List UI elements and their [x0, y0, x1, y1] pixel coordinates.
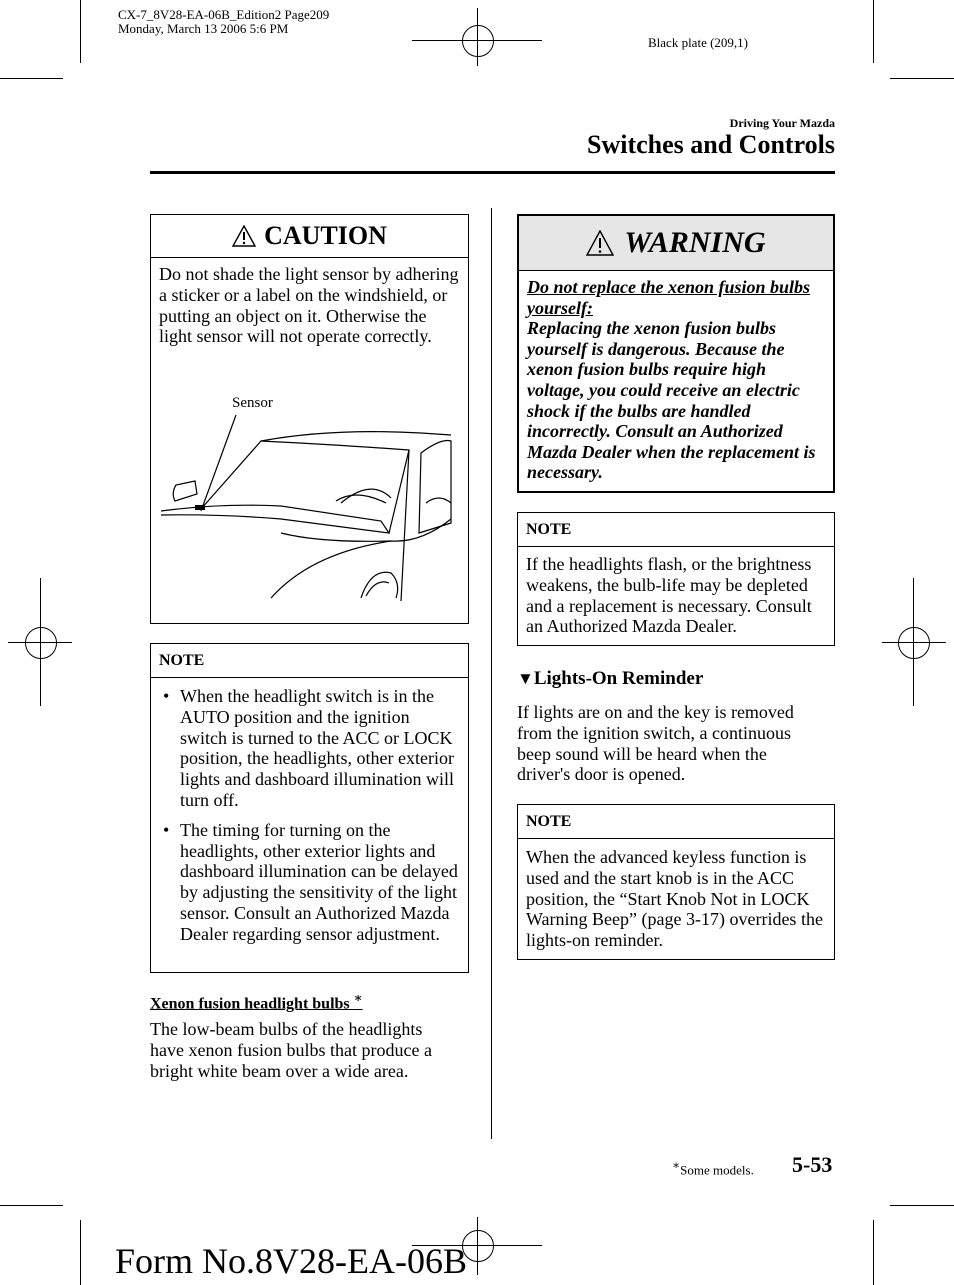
note-1-title: NOTE	[151, 644, 468, 678]
note-box-1	[150, 643, 469, 973]
warning-title: WARNING	[624, 226, 766, 259]
windshield-illustration	[161, 393, 461, 603]
crop-mark	[0, 78, 63, 79]
caution-title: CAUTION	[264, 221, 387, 250]
warning-triangle-icon	[586, 230, 614, 256]
sensor-label: Sensor	[232, 395, 273, 411]
footnote-text: Some models.	[680, 1162, 754, 1178]
warning-heading: Do not replace the xenon fusion bulbs yourself:	[527, 277, 811, 318]
warning-text: Replacing the xenon fusion bulbs yourself is dangerous. Because the xenon fusion bulbs require high voltage, you could receive an electric shock if the bulbs are handled incorrectly. Consult an Authorized Mazda Dealer when the replacement is necessary.	[527, 318, 816, 483]
caution-header	[151, 215, 468, 258]
header-rule	[150, 171, 835, 174]
sensor-figure	[161, 393, 461, 603]
lights-on-heading-text: Lights-On Reminder	[533, 668, 704, 689]
list-item: • The timing for turning on the headlights, other exterior lights and dashboard illumination can be delayed by adjusting the sensitivity of the light sensor. Consult an Authorized Mazda Dealer regarding sensor adjustment.	[159, 820, 460, 945]
sensor-marker	[195, 505, 205, 510]
list-item: • When the headlight switch is in the AUTO position and the ignition switch is turned to the ACC or LOCK position, the headlights, other exterior lights and dashboard illumination will turn off.	[159, 686, 460, 811]
note-box-3	[517, 804, 835, 960]
caution-box	[150, 214, 469, 624]
xenon-text: The low-beam bulbs of the headlights have xenon fusion bulbs that produce a bright white beam over a wide area.	[150, 1019, 432, 1081]
xenon-heading	[150, 990, 363, 1013]
caution-text: Do not shade the light sensor by adhering a sticker or a label on the windshield, or putting an object on it. Otherwise the light sensor will not operate correctly.	[159, 264, 459, 347]
registration-circle	[898, 627, 930, 659]
note-2-title: NOTE	[518, 513, 834, 547]
crop-mark	[80, 1220, 81, 1285]
print-meta-line2: Monday, March 13 2006 5:6 PM	[118, 21, 289, 36]
warning-body	[519, 271, 833, 489]
warning-box	[517, 214, 835, 493]
lights-on-heading	[517, 668, 703, 690]
column-divider	[491, 208, 492, 1139]
some-models-star-icon: ∗	[353, 990, 363, 1005]
crop-mark	[873, 0, 874, 63]
note-3-title: NOTE	[518, 805, 834, 839]
crop-mark	[873, 1220, 874, 1285]
note-1-list	[151, 678, 468, 945]
note-2-text: If the headlights flash, or the brightness weakens, the bulb-life may be depleted and a replacement is necessary. Consult an Authorized Mazda Dealer.	[526, 554, 812, 637]
crop-mark	[890, 1205, 954, 1206]
triangle-marker-icon: ▼	[517, 669, 534, 688]
footnote-star-icon: ∗	[672, 1158, 681, 1172]
crop-mark	[890, 78, 954, 79]
plate-label: Black plate (209,1)	[648, 35, 748, 50]
warning-triangle-icon	[232, 225, 256, 247]
note-3-text: When the advanced keyless function is used and the start knob is in the ACC position, the “Start Knob Not in LOCK Warning Beep” (page 3-17) overrides the lights-on reminder.	[526, 847, 823, 951]
lights-on-text: If lights are on and the key is removed from the ignition switch, a continuous beep sound will be heard when the driver's door is opened.	[517, 702, 794, 785]
warning-header	[519, 216, 833, 271]
page-number: 5-53	[792, 1152, 833, 1177]
crop-mark	[80, 0, 81, 63]
note-box-2	[517, 512, 835, 646]
registration-circle	[25, 627, 57, 659]
print-meta-line1: CX-7_8V28-EA-06B_Edition2 Page209	[118, 7, 330, 22]
footnote	[672, 1158, 754, 1178]
crop-mark	[0, 1205, 63, 1206]
registration-circle	[462, 25, 494, 57]
print-meta	[118, 8, 329, 36]
page-title: Switches and Controls	[586, 130, 835, 159]
section-label: Driving Your Mazda	[729, 116, 835, 130]
form-number: Form No.8V28-EA-06B	[115, 1241, 467, 1281]
xenon-heading-text: Xenon fusion headlight bulbs	[150, 995, 350, 1013]
